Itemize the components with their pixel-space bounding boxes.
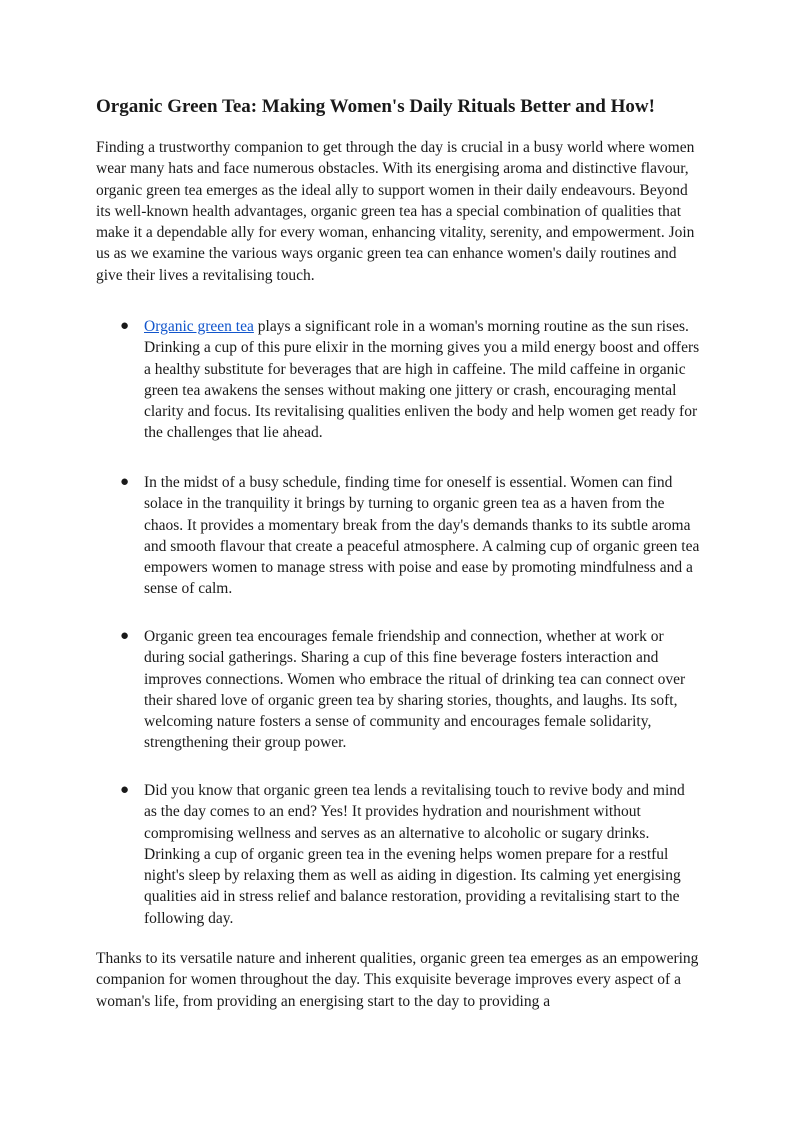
document-title: Organic Green Tea: Making Women's Daily Rituals Better and How! [96, 96, 655, 117]
bullet-icon: ● [120, 782, 130, 798]
bullet-text [144, 316, 700, 444]
bullet-icon: ● [120, 628, 130, 644]
bullet-body: plays a significant role in a woman's morning routine as the sun rises. Drinking a cup of this pure elixir in the morning gives you a mild energy boost and offers a healthy substitute for beverages that are high in caffeine. The mild caffeine in organic green tea awakens the senses without making one jittery or crash, encouraging mental clarity and focus. Its revitalising qualities enliven the body and help women get ready for the challenges that lie ahead. [144, 318, 700, 442]
bullet-icon: ● [120, 318, 130, 334]
bullet-icon: ● [120, 474, 130, 490]
outro-paragraph: Thanks to its versatile nature and inherent qualities, organic green tea emerges as an empowering companion for women throughout the day. This exquisite beverage improves every aspect of a woman's life, from providing an energising start to the day to providing a [96, 950, 699, 1010]
organic-green-tea-link[interactable]: Organic green tea [144, 318, 254, 335]
bullet-text: In the midst of a busy schedule, finding time for oneself is essential. Women can find solace in the tranquility it brings by turning to organic green tea as a haven from the chaos. It provides a momentary break from the day's demands thanks to its subtle aroma and smooth flavour that create a peaceful atmosphere. A calming cup of organic green tea empowers women to manage stress with poise and ease by promoting mindfulness and a sense of calm. [144, 474, 700, 598]
bullet-text: Did you know that organic green tea lends a revitalising touch to revive body and mind as the day comes to an end? Yes! It provides hydration and nourishment without compromising wellness and serves as an alternative to alcoholic or sugary drinks. Drinking a cup of organic green tea in the evening helps women prepare for a restful night's sleep by relaxing them as well as aiding in digestion. Its calming yet energising qualities aid in stress relief and balance restoration, providing a revitalising start to the following day. [144, 782, 685, 927]
bullet-text: Organic green tea encourages female friendship and connection, whether at work or during social gatherings. Sharing a cup of this fine beverage fosters interaction and improves connections. Women who embrace the ritual of drinking tea can connect over their shared love of organic green tea by sharing stories, thoughts, and laughs. Its soft, welcoming nature fosters a sense of community and encourages female solidarity, strengthening their group power. [144, 628, 686, 752]
intro-paragraph: Finding a trustworthy companion to get through the day is crucial in a busy world where women wear many hats and face numerous obstacles. With its energising aroma and distinctive flavour, organic green tea emerges as the ideal ally to support women in their daily endeavours. Beyond its well-known health advantages, organic green tea has a special combination of qualities that make it a dependable ally for every woman, enhancing vitality, serenity, and empowerment. Join us as we examine the various ways organic green tea can enhance women's daily routines and give their lives a revitalising touch. [96, 139, 695, 284]
